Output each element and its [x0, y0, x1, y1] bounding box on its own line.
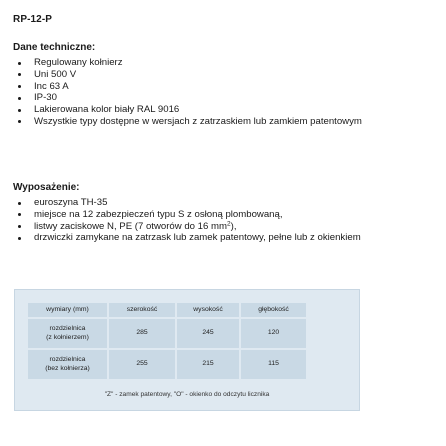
- table-cell: 215: [177, 350, 239, 379]
- header-cell: wymiary (mm): [28, 303, 107, 317]
- header-cell: wysokość: [177, 303, 239, 317]
- equipment-list: [2, 197, 424, 244]
- list-item: euroszyna TH-35: [2, 197, 424, 209]
- list-item: drzwiczki zamykane na zatrzask lub zamek patentowy, pełne lub z okienkiem: [2, 232, 424, 244]
- table-row: [28, 350, 306, 379]
- list-item: [2, 221, 424, 233]
- tech-list: [2, 57, 424, 128]
- table-cell: 255: [109, 350, 175, 379]
- table-cell: 285: [109, 319, 175, 348]
- header-cell: głębokość: [241, 303, 306, 317]
- table-cell: 115: [241, 350, 306, 379]
- table-row: [28, 319, 306, 348]
- row-label-line: (bez kołnierza): [45, 364, 90, 372]
- row-label-line: rozdzielnica: [49, 356, 86, 363]
- row-label-cell: [28, 319, 107, 348]
- list-item: IP-30: [2, 92, 424, 104]
- row-label-line: (z kołnierzem): [46, 333, 89, 341]
- list-item: Wszystkie typy dostępne w wersjach z zatrzaskiem lub zamkiem patentowym: [2, 116, 424, 128]
- table-cell: 120: [241, 319, 306, 348]
- row-label-line: rozdzielnica: [49, 325, 86, 332]
- list-item-text: listwy zaciskowe N, PE (7 otworów do 16 mm: [34, 220, 227, 232]
- list-item-suffix: ),: [230, 220, 237, 232]
- row-label-cell: [28, 350, 107, 379]
- list-item: Inc 63 A: [2, 81, 424, 93]
- product-title: RP-12-P: [13, 14, 53, 25]
- list-item: Uni 500 V: [2, 69, 424, 81]
- table-cell: 245: [177, 319, 239, 348]
- header-cell: szerokość: [109, 303, 175, 317]
- table-header-row: [28, 303, 306, 317]
- table-footnote: "Z" - zamek patentowy, "O" - okienko do odczytu licznika: [104, 391, 270, 398]
- list-item: Lakierowana kolor biały RAL 9016: [2, 104, 424, 116]
- superscript: 2: [227, 220, 231, 228]
- dimensions-table: [26, 301, 308, 381]
- list-item: miejsce na 12 zabezpieczeń typu S z osłoną plombowaną,: [2, 209, 424, 221]
- list-item: Regulowany kołnierz: [2, 57, 424, 69]
- dimensions-panel: [14, 289, 360, 411]
- tech-heading: Dane techniczne:: [13, 42, 96, 53]
- equipment-heading: Wyposażenie:: [13, 182, 80, 193]
